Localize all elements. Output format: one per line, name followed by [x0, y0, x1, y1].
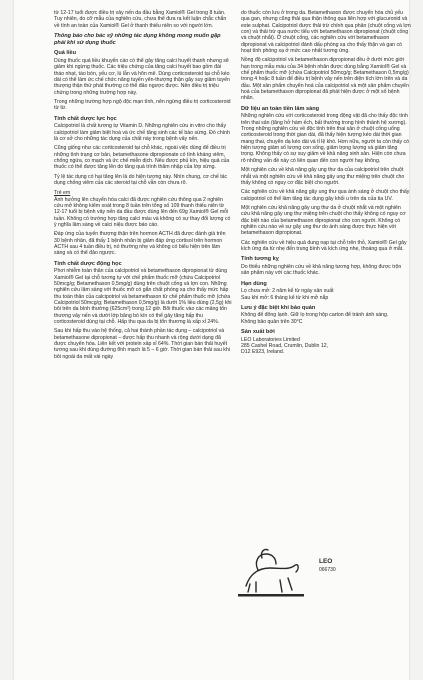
leo-logo-text: LEO — [319, 558, 333, 565]
pediatric-paragraph-1: Ảnh hưởng lên chuyển hóa calci đã được nghiên cứu thông qua 2 nghiên cứu mở không kiểm soát trong 8 tuần trên tổng số 109 thanh thiếu niên từ 12-17 tuổi bị bệnh vảy nến da đầu được dùng lên đến 69g Xamiol® Gel mỗi tuần. Không có trường hợp tăng calci máu và không có sự thay đổi lượng có ý nghĩa lâm sàng về calci niệu được báo cáo. — [54, 196, 231, 228]
manufacturer-heading: Sản xuất bởi — [241, 329, 275, 336]
pediatric-label: Trẻ em — [54, 190, 71, 197]
preclinical-paragraph-5: Các nghiên cứu về hiệu quả dung nạp tại chỗ trên thỏ, Xamiol® Gel gây kích ứng da từ nhẹ đến trung bình và kích ứng nhẹ, thoáng qua ở mắt. — [241, 239, 407, 252]
manufacturer-address-2: D12 E923, Ireland. — [241, 349, 285, 356]
manufacturer-name: LEO Laboratories Limited — [241, 336, 300, 343]
overdose-heading: Quá liều — [54, 50, 77, 57]
warning-heading: Thông báo cho bác sỹ những tác dụng không mong muốn gặp phải khi sử dụng thuốc — [54, 33, 221, 46]
right-column — [241, 10, 411, 359]
incompatibility-paragraph: Do thiếu những nghiên cứu về khả năng tương hợp, không được trộn sản phẩm này với các thuốc khác. — [241, 263, 402, 277]
intro-paragraph: từ 12-17 tuổi được điều trị vảy nến da đầu bằng Xamiol® Gel trong 8 tuần. Tuy nhiên, do cỡ mẫu của nghiên cứu, chưa thể đưa ra kết luận chắc chắn về tính an toàn của Xamiol® Gel ở thanh thiếu niên so với người lớn. — [54, 10, 227, 29]
left-column — [54, 10, 232, 363]
incompatibility-heading: Tính tương kỵ — [241, 256, 279, 263]
manufacturer-address-1: 285 Cashel Road, Crumlin, Dublin 12, — [241, 343, 329, 350]
preclinical-paragraph-1: Những nghiên cứu với corticosteroid trong động vật đã cho thấy độc tính trên thai sản (tăng hở hàm ếch, bất thường trong hình thành hệ xương). Trong những nghiên cứu về độc tính trên thai sản ở chuột cống uống corticosteroid trong thời gian dài, đã thấy hiện tượng kéo dài thời gian mang thai, chuyển dạ kéo dài và tỉ lệ khó. Hơn nữa, người ta còn thấy có hiện tượng giảm số lượng con sống, giảm trọng lượng và giảm tăng trọng. Không thấy có sự suy giảm về khả năng sinh sản. Hiện còn chưa rõ những vấn đề này có liên quan đến con người hay không. — [241, 113, 410, 164]
shelf-life-heading: Hạn dùng — [241, 280, 267, 287]
preclinical-paragraph-2: Một nghiên cứu về khả năng gây ung thư da của calcipotriol trên chuột nhắt và một nghiên cứu về khả năng gây ung thư miệng trên chuột cho thấy không có nguy cơ đặc biệt cho người. — [241, 167, 405, 186]
overdose-paragraph-2: Trong những trường hợp ngộ độc mạn tính, nên ngừng điều trị corticosteroid từ từ. — [54, 98, 231, 112]
pharmacokinetics-heading: Tính chất dược động học — [54, 260, 122, 267]
pk-continued-paragraph-2: Nồng độ calcipotriol và betamethason dipropionat đều ở dưới mức giới hạn trong mẫu máu của 34 bệnh nhân được dùng bằng Xamiol® Gel và chế phẩm thuốc mỡ (chứa Calcipotriol 50mcg/g; Betamethason 0,5mg/g) trong 4 hoặc 8 tuần để điều trị bệnh vảy nến trên diện tích lớn trên và da đầu. Một sản phẩm chuyển hoá của calcipotriol và một sản phẩm chuyển hoá của betamethason dipropionat đã phát hiện được ở một số bệnh nhân. — [241, 57, 409, 102]
pharmacology-paragraph-1: Calcipotriol là chất tương tự Vitamin D. Những nghiên cứu in vitro cho thấy calcipotriol làm giảm biệt hoá và ức chế tăng sinh các tế bào sừng. Đó chính là cơ sở cho những tác dụng của chất này trong bệnh vảy nến. — [54, 123, 230, 142]
shelf-life-line-2: Sau khi mở: 6 tháng kể từ khi mở nắp — [241, 294, 329, 301]
logo-area — [236, 540, 376, 610]
preclinical-paragraph-3: Các nghiên cứu về khả năng gây ung thư qua ánh sáng ở chuột cho thấy calcipotriol có thể làm tăng tác dụng gây khối u trên da của tia UV. — [241, 189, 410, 202]
overdose-paragraph-1: Dùng thuốc quá liều khuyến cáo có thể gây tăng calci huyết thanh nhưng sẽ giảm khi ngừng thuốc. Các triệu chứng của tăng calci huyết bao gồm đái tháo nhạt, táo bón, yếu cơ, lú lẫn và hôn mê. Dùng corticosteroid tại chỗ kéo dài có thể làm ức chế chức năng tuyến yên-thượng thận gây suy giảm tuyến thượng thận thứ phát thường có thể đảo ngược được. Nên điều trị triệu chứng trong những trường hợp này. — [54, 57, 230, 96]
pharmacokinetics-paragraph-2: Sau khi hấp thu vào hệ thống, cả hai thành phần tác dụng – calcipotriol và betamethasone dipropionat – được hấp thu nhanh và rộng dưới dạng đã được chuyển hóa. Liên kết với protein xấp xỉ 64%. Thời gian bán thải huyết tương sau khi dùng đường tĩnh mạch là 5 – 6 giờ. Thời gian bán thải sau khi bôi ngoài da mất vài ngày — [54, 328, 230, 360]
preclinical-heading: Dữ liệu an toàn tiền lâm sàng — [241, 105, 320, 112]
pharmacology-paragraph-3: Tỷ lệ tác dụng có hại tăng lên là do hiện tượng này. Nhìn chung, cơ chế tác dụng chống viêm của các steroid tại chỗ vẫn còn chưa rõ. — [54, 173, 228, 186]
leo-lion-logo-icon — [236, 540, 306, 600]
pk-continued-paragraph: do thuốc còn lưu ở trong da. Betamethason được chuyển hóa chủ yếu qua gan, nhưng cũng thải qua thận thông qua liên hợp với glucuronid và este sulphat. Calcipotriol được thải trừ chính qua phân (chuột cống và lợn con) và thải trừ qua nước tiểu với betamethason dipropionat (chuột cống và chuột nhắt). Ở chuột cống, các nghiên cứu với betamethason dipropionat và calcipotriol đánh dấu phóng xạ cho thấy thận và gan có hoạt tính phóng xạ ở mức cao nhất tương ứng. — [241, 10, 411, 55]
pharmacology-heading: Tính chất dược lực học — [54, 115, 117, 122]
storage-heading: Lưu ý đặc biệt khi bảo quản — [241, 304, 316, 311]
storage-line-1: Không để đông lạnh. Giữ lọ trong hộp carton để tránh ánh sáng. — [241, 312, 389, 319]
storage-line-2: Không bảo quản trên 30°C — [241, 318, 303, 325]
pediatric-paragraph-2: Đáp ứng của tuyến thượng thận trên hormon ACTH đã được đánh giá trên 30 bệnh nhân, đã thấy 1 bệnh nhân bị giảm đáp ứng cortisol trên hormon ACTH sau 4 tuần điều trị, nó thường nhẹ và không có biểu hiện trên lâm sàng và có thể đảo ngược. — [54, 231, 226, 257]
shelf-life-line-1: Lọ chưa mở: 2 năm kể từ ngày sản xuất — [241, 288, 334, 295]
pharmacology-paragraph-2: Cũng giống như các corticosteroid tại chỗ khác, ngoài việc dùng để điều trị những tình trạng cơ bản, betamethasone dipropionate có tính kháng viêm, chống ngứa, co mạch và ức chế miễn dịch. Nếu được phủ kín, hiệu quả của thuốc có thể được tăng lên do tăng quá trình thâm nhập của lớp sừng. — [54, 145, 230, 171]
pharmacokinetics-paragraph-1: Phơi nhiễm toàn thân của calcipotriol và betamethason dipropionat từ dùng Xamiol® Gel tại chỗ tương tự với chế phẩm thuốc mỡ (chứa Calcipotriol 50mcg/g; Betamethason 0,5mg/g) dùng trên chuột cống và lợn con. Những nghiên cứu lâm sàng với thuốc mỡ có gắn chất phóng xạ cho thấy mức hấp thu toàn thân của calcipotriol và betamethason từ chế phẩm thuốc mỡ (chứa Calcipotriol 50mcg/g; Betamethason 0,5mg/g) là dưới 1% liều dùng (2,5g) khi bôi trên da bình thường (625cm²) trong 12 giờ. Bôi thuốc vào các mảng tổn thương vảy nến và dưới lớp băng bó kín có thể gây tăng hấp thu corticosteroid dùng tại chỗ. Hấp thu qua da bị tổn thương là xấp xỉ 24%. — [54, 268, 232, 326]
preclinical-paragraph-4: Một nghiên cứu khả năng gây ung thư da ở chuột nhắt và một nghiên cứu khả năng gây ung thư miệng trên chuột cho thấy không có nguy cơ đặc biệt nào của betamethason dipropionat cho con người. Không có nghiên cứu nào về sự gây ung thư do ánh sáng được thực hiện với betamethason dipropionat. — [241, 204, 406, 237]
document-code: 066730 — [319, 567, 336, 573]
